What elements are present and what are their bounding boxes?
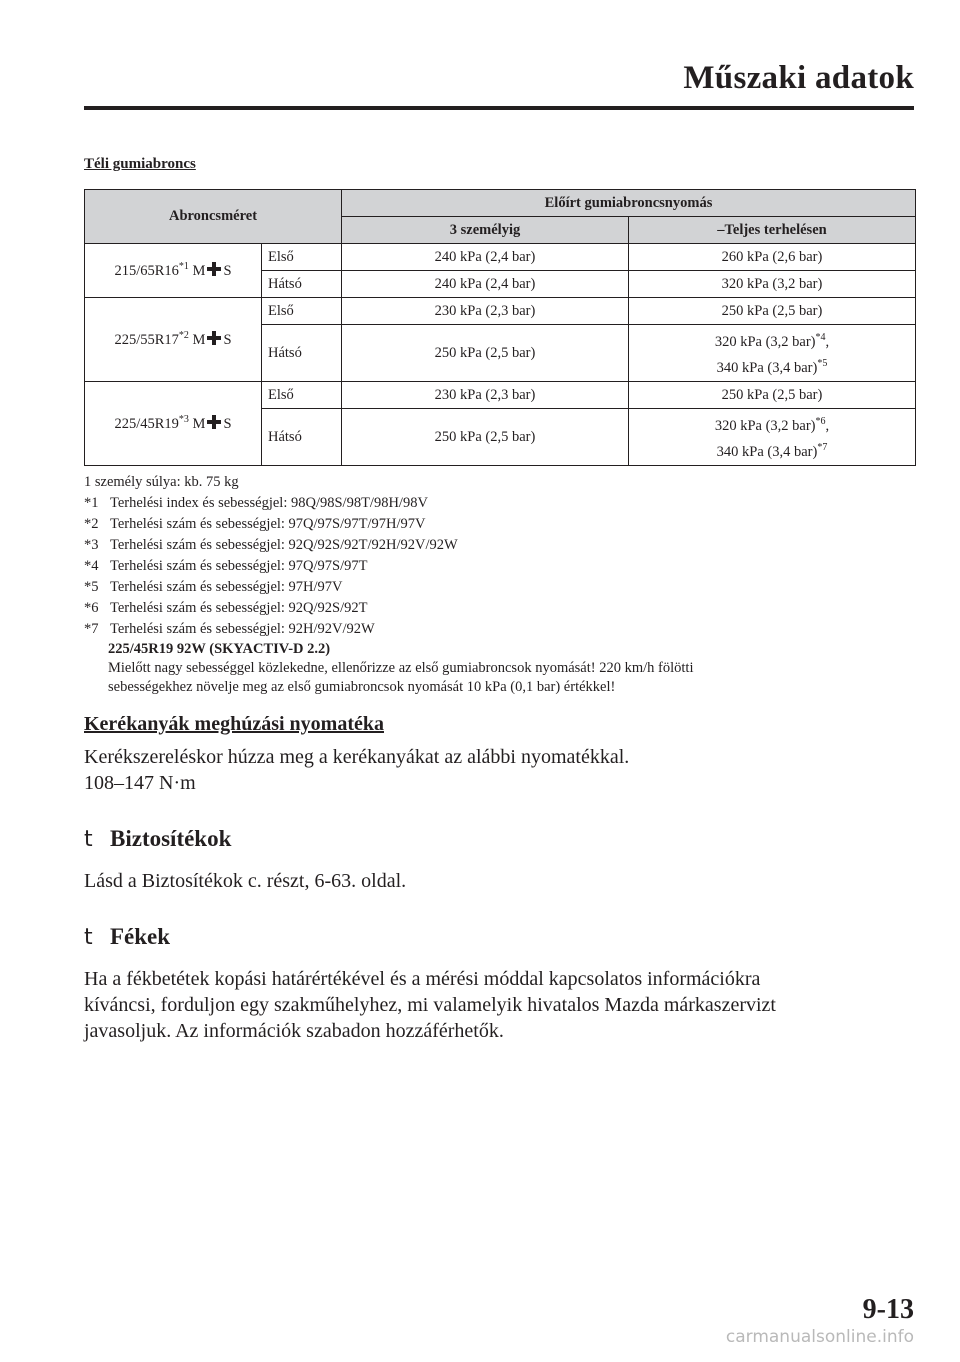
pressure-value: 250 kPa (2,5 bar) <box>629 298 916 325</box>
footnote-number: *1 <box>84 495 99 511</box>
position-rear: Hátsó <box>262 409 342 466</box>
pressure-value: 250 kPa (2,5 bar) <box>342 325 629 382</box>
tire-pressure-table <box>84 189 916 466</box>
tire-size: 225/55R17 <box>114 331 179 348</box>
brakes-text-line: kíváncsi, forduljon egy szakműhelyhez, mi valamelyik hivatalos Mazda márkaszervizt <box>84 994 776 1016</box>
tire-size-cell <box>85 382 262 466</box>
footnote-number: *3 <box>84 537 99 553</box>
col-header-size: Abroncsméret <box>85 190 342 244</box>
footnote-ref: *2 <box>178 330 189 342</box>
footnote <box>84 619 914 640</box>
ms-m: M <box>192 262 206 279</box>
footnote-text: Terhelési szám és sebességjel: 97H/97V <box>110 579 343 595</box>
footnote-ref: *5 <box>817 358 828 369</box>
pressure-line-1: 320 kPa (3,2 bar) <box>714 334 816 350</box>
footnote <box>84 493 914 514</box>
section-bullet-icon: t <box>84 924 93 950</box>
footnote-ref: *7 <box>817 442 828 453</box>
ms-s: S <box>223 331 232 348</box>
ms-m: M <box>192 415 206 432</box>
fuses-text: Lásd a Biztosítékok c. részt, 6-63. oldal. <box>84 870 407 892</box>
warning-line: sebességekhez növelje meg az első gumiabroncsok nyomását 10 kPa (0,1 bar) értékkel! <box>108 679 616 695</box>
pressure-value: 250 kPa (2,5 bar) <box>629 382 916 409</box>
page-header-title: Műszaki adatok <box>683 60 914 96</box>
fuses-heading-text: Biztosítékok <box>110 826 232 851</box>
footnote-text: Terhelési index és sebességjel: 98Q/98S/98T/98H/98V <box>110 495 428 511</box>
separator: , <box>825 418 830 434</box>
brakes-heading-text: Fékek <box>110 924 171 949</box>
col-header-up-to-3: 3 személyig <box>342 217 629 244</box>
footnote <box>84 577 914 598</box>
warning-title: 225/45R19 92W (SKYACTIV-D 2.2) <box>108 641 331 657</box>
footnote-ref: *3 <box>178 414 189 426</box>
torque-value: 108–147 N·m <box>84 772 196 794</box>
footnote-text: Terhelési szám és sebességjel: 92Q/92S/92T/92H/92V/92W <box>110 537 458 553</box>
pressure-value: 320 kPa (3,2 bar) <box>629 271 916 298</box>
tire-size: 215/65R16 <box>114 262 179 279</box>
tire-size-cell <box>85 298 262 382</box>
position-front: Első <box>262 382 342 409</box>
col-header-pressure: Előírt gumiabroncsnyomás <box>342 190 916 217</box>
footnote <box>84 556 914 577</box>
pressure-value-multi <box>629 325 916 382</box>
header-rule <box>84 106 914 110</box>
brakes-text-line: Ha a fékbetétek kopási határértékével és a mérési móddal kapcsolatos információkra <box>84 968 761 990</box>
page-number: 9-13 <box>862 1294 914 1325</box>
footnote-text: Terhelési szám és sebességjel: 97Q/97S/97T/97H/97V <box>110 516 426 532</box>
footnote-number: *7 <box>84 621 99 637</box>
pressure-value: 240 kPa (2,4 bar) <box>342 271 629 298</box>
pressure-value: 230 kPa (2,3 bar) <box>342 298 629 325</box>
footnote <box>84 535 914 556</box>
pressure-value: 260 kPa (2,6 bar) <box>629 244 916 271</box>
fuses-heading <box>84 826 914 852</box>
footnote-text: Terhelési szám és sebességjel: 92H/92V/92W <box>110 621 375 637</box>
table-row <box>85 382 916 409</box>
pressure-value: 250 kPa (2,5 bar) <box>342 409 629 466</box>
footnote-text: Terhelési szám és sebességjel: 92Q/92S/92T <box>110 600 368 616</box>
plus-icon <box>207 262 221 276</box>
high-speed-warning <box>84 640 914 697</box>
pressure-value: 240 kPa (2,4 bar) <box>342 244 629 271</box>
warning-line: Mielőtt nagy sebességgel közlekedne, ellenőrizze az első gumiabroncsok nyomását! 220 km/h fölötti <box>108 660 694 676</box>
brakes-text-line: javasoljuk. Az információk szabadon hozzáférhetők. <box>84 1020 504 1042</box>
pressure-line-1: 320 kPa (3,2 bar) <box>714 418 816 434</box>
person-weight-note: 1 személy súlya: kb. 75 kg <box>84 474 239 490</box>
table-row <box>85 298 916 325</box>
brakes-heading <box>84 924 914 950</box>
table-notes <box>84 472 914 697</box>
pressure-value-multi <box>629 409 916 466</box>
footnote <box>84 514 914 535</box>
ms-m: M <box>192 331 206 348</box>
section-bullet-icon: t <box>84 826 93 852</box>
tire-size-cell <box>85 244 262 298</box>
ms-s: S <box>223 415 232 432</box>
table-caption: Téli gumiabroncs <box>84 156 196 172</box>
footnote-number: *4 <box>84 558 99 574</box>
watermark: carmanualsonline.info <box>725 1327 914 1347</box>
footnote-number: *2 <box>84 516 99 532</box>
position-rear: Hátsó <box>262 271 342 298</box>
table-row <box>85 244 916 271</box>
separator: , <box>825 334 830 350</box>
ms-s: S <box>223 262 232 279</box>
plus-icon <box>207 415 221 429</box>
footnote-number: *5 <box>84 579 99 595</box>
position-front: Első <box>262 244 342 271</box>
footnote-text: Terhelési szám és sebességjel: 97Q/97S/97T <box>110 558 368 574</box>
footnote-ref: *1 <box>178 261 189 273</box>
pressure-value: 230 kPa (2,3 bar) <box>342 382 629 409</box>
plus-icon <box>207 331 221 345</box>
footnote <box>84 598 914 619</box>
position-rear: Hátsó <box>262 325 342 382</box>
tire-size: 225/45R19 <box>114 415 179 432</box>
footnote-ref: *6 <box>815 416 826 428</box>
pressure-line-2: 340 kPa (3,4 bar) <box>716 359 818 376</box>
position-front: Első <box>262 298 342 325</box>
pressure-line-2: 340 kPa (3,4 bar) <box>716 443 818 460</box>
footnote-number: *6 <box>84 600 99 616</box>
col-header-full-load: –Teljes terhelésen <box>629 217 916 244</box>
footnote-ref: *4 <box>815 332 826 344</box>
page-content <box>84 156 914 1044</box>
torque-heading: Kerékanyák meghúzási nyomatéka <box>84 713 384 735</box>
torque-text: Kerékszereléskor húzza meg a kerékanyákat az alábbi nyomatékkal. <box>84 746 630 768</box>
